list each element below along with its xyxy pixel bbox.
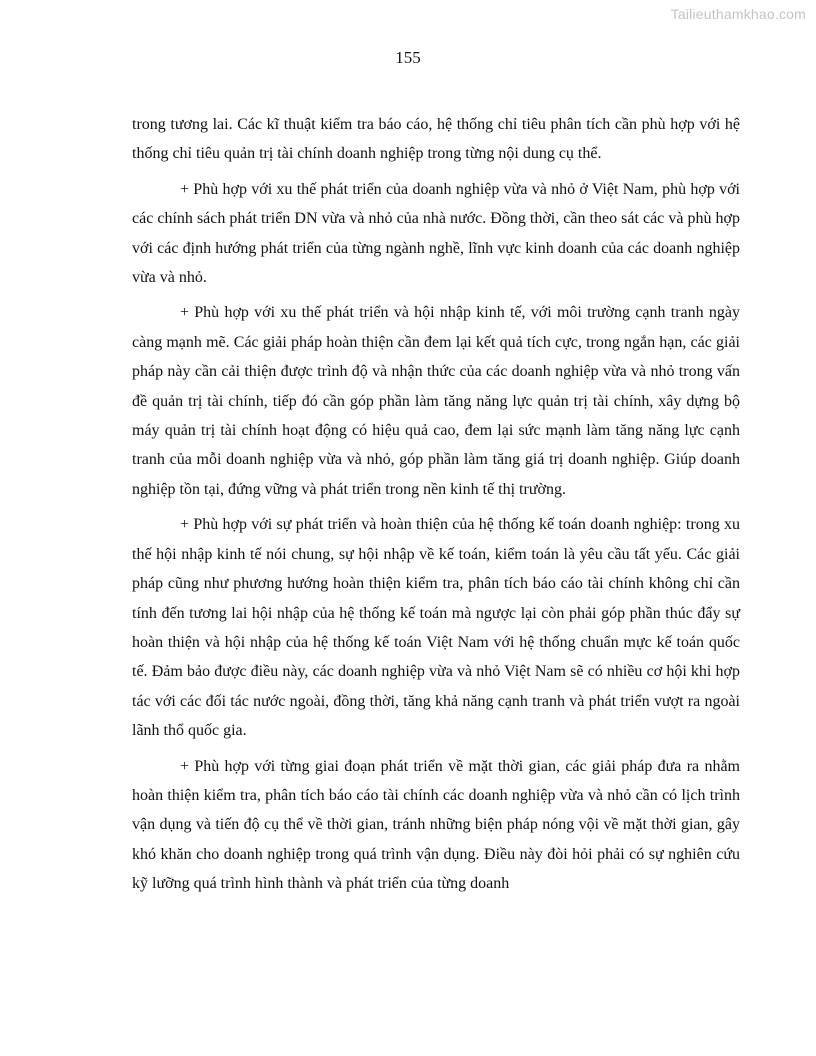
- paragraph-development-stages: + Phù hợp với từng giai đoạn phát triển về mặt thời gian, các giải pháp đưa ra nhằm hoàn thiện kiểm tra, phân tích báo cáo tài chính các doanh nghiệp vừa và nhỏ cần có lịch trình vận dụng và tiến độ cụ thể về thời gian, tránh những biện pháp nóng vội về mặt thời gian, gây khó khăn cho doanh nghiệp trong quá trình vận dụng. Điều này đòi hỏi phải có sự nghiên cứu kỹ lưỡng quá trình hình thành và phát triển của từng doanh: [132, 757, 740, 893]
- watermark-text: Tailieuthamkhao.com: [670, 6, 806, 22]
- paragraph-continuation: trong tương lai. Các kĩ thuật kiểm tra báo cáo, hệ thống chỉ tiêu phân tích cần phù hợp với hệ thống chỉ tiêu quản trị tài chính doanh nghiệp trong từng nội dung cụ thể.: [132, 116, 740, 163]
- page-number: 155: [395, 48, 421, 67]
- paragraph-accounting-system: + Phù hợp với sự phát triển và hoàn thiện của hệ thống kế toán doanh nghiệp: trong xu thế hội nhập kinh tế nói chung, sự hội nhập về kế toán, kiểm toán là yêu cầu tất yếu. Các giải pháp cũng như phương hướng hoàn thiện kiểm tra, phân tích báo cáo tài chính không chỉ cần tính đến tương lai hội nhập của hệ thống kế toán mà ngược lại còn phải góp phần thúc đẩy sự hoàn thiện và hội nhập của hệ thống kế toán Việt Nam với hệ thống chuẩn mực kế toán quốc tế. Đảm bảo được điều này, các doanh nghiệp vừa và nhỏ Việt Nam sẽ có nhiều cơ hội khi hợp tác với các đối tác nước ngoài, đồng thời, tăng khả năng cạnh tranh và phát triển vượt ra ngoài lãnh thổ quốc gia.: [132, 516, 740, 740]
- paragraph-economic-integration: + Phù hợp với xu thế phát triển và hội nhập kinh tế, với môi trường cạnh tranh ngày càng mạnh mẽ. Các giải pháp hoàn thiện cần đem lại kết quả tích cực, trong ngắn hạn, các giải pháp này cần cải thiện được trình độ và nhận thức của các doanh nghiệp vừa và nhỏ trong vấn đề quản trị tài chính, tiếp đó cần góp phần làm tăng năng lực quản trị tài chính, xây dựng bộ máy quản trị tài chính hoạt động có hiệu quả cao, đem lại sức mạnh làm tăng năng lực cạnh tranh của mỗi doanh nghiệp vừa và nhỏ, góp phần làm tăng giá trị doanh nghiệp. Giúp doanh nghiệp tồn tại, đứng vững và phát triển trong nền kinh tế thị trường.: [132, 304, 740, 498]
- page-body: [132, 110, 740, 905]
- paragraph-sme-development-trend: + Phù hợp với xu thế phát triển của doanh nghiệp vừa và nhỏ ở Việt Nam, phù hợp với các chính sách phát triển DN vừa và nhỏ của nhà nước. Đồng thời, cần theo sát các và phù hợp với các định hướng phát triển của từng ngành nghề, lĩnh vực kinh doanh của các doanh nghiệp vừa và nhỏ.: [132, 180, 740, 287]
